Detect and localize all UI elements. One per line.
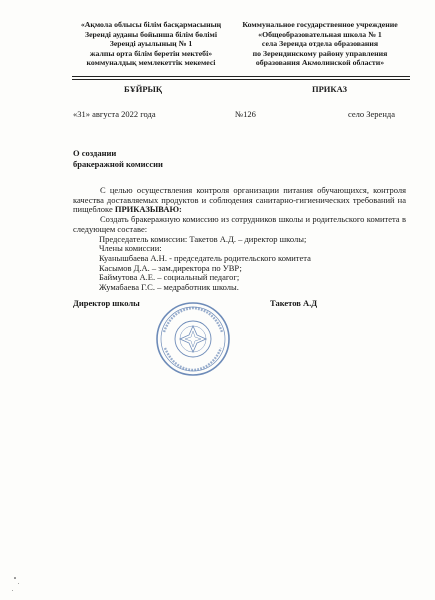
order-label-ru: ПРИКАЗ xyxy=(312,84,347,94)
header-kz-line: коммуналдық мемлекеттік мекемесі xyxy=(86,58,216,68)
header-ru-line: Коммунальное государственное учреждение xyxy=(242,20,398,29)
order-label-kz: БҰЙРЫҚ xyxy=(124,84,163,94)
order-number: №126 xyxy=(235,109,256,119)
subject-line: бракеражной комиссии xyxy=(73,159,163,169)
header-ru-line: по Зерендинскому району управления xyxy=(252,48,388,58)
header-divider-top xyxy=(72,76,410,77)
chairman-line: Председатель комиссии: Такетов А.Д. – директор школы; xyxy=(99,233,307,244)
member-line: Баймутова А.Е. – социальный педагог; xyxy=(99,272,240,283)
member-line: Куанышбаева А.Н. - председатель родительского комитета xyxy=(99,252,311,263)
header-kz-line: Зеренді ауылының № 1 xyxy=(109,39,193,49)
intro-text: С целью осуществления контроля организации питания обучающихся, контроля качества доставляемых продуктов и соблюдения санитарно-гигиенических требований на пищеблоке xyxy=(73,185,406,215)
order-place: село Зеренда xyxy=(348,109,395,119)
header-ru-organization xyxy=(226,20,414,68)
members-label: Члены комиссии: xyxy=(99,243,162,254)
header-kz-line: жалпы орта білім беретін мектебі» xyxy=(89,48,213,58)
subject-line: О создании xyxy=(73,148,117,158)
school-seal-stamp xyxy=(152,298,234,380)
order-date: «31» августа 2022 года xyxy=(73,109,156,119)
header-kz-organization xyxy=(62,20,240,68)
signature-name: Такетов А.Д xyxy=(270,298,318,308)
header-ru-line: села Зеренда отдела образования xyxy=(261,39,379,49)
order-body xyxy=(73,186,406,293)
header-ru-line: образования Акмолинской области» xyxy=(255,58,385,68)
order-subject xyxy=(73,148,163,170)
header-kz-line: Зеренді ауданы бойынша білім бөлімі xyxy=(84,29,218,39)
create-paragraph: Создать бракеражную комиссию из сотрудников школы и родительского комитета в следующем составе: xyxy=(73,214,406,234)
member-line: Жумабаева Г.С. – медработник школы. xyxy=(99,282,239,293)
member-line: Касымов Д.А. – зам.директора по УВР; xyxy=(99,262,242,273)
header-ru-line: «Общеобразовательная школа № 1 xyxy=(258,29,382,39)
header-kz-line: «Ақмола облысы білім басқармасының xyxy=(80,20,222,29)
signature-title: Директор школы xyxy=(73,298,140,308)
header-divider-bottom xyxy=(72,79,410,80)
intro-paragraph xyxy=(73,186,406,215)
command-word: ПРИКАЗЫВАЮ: xyxy=(114,204,182,215)
